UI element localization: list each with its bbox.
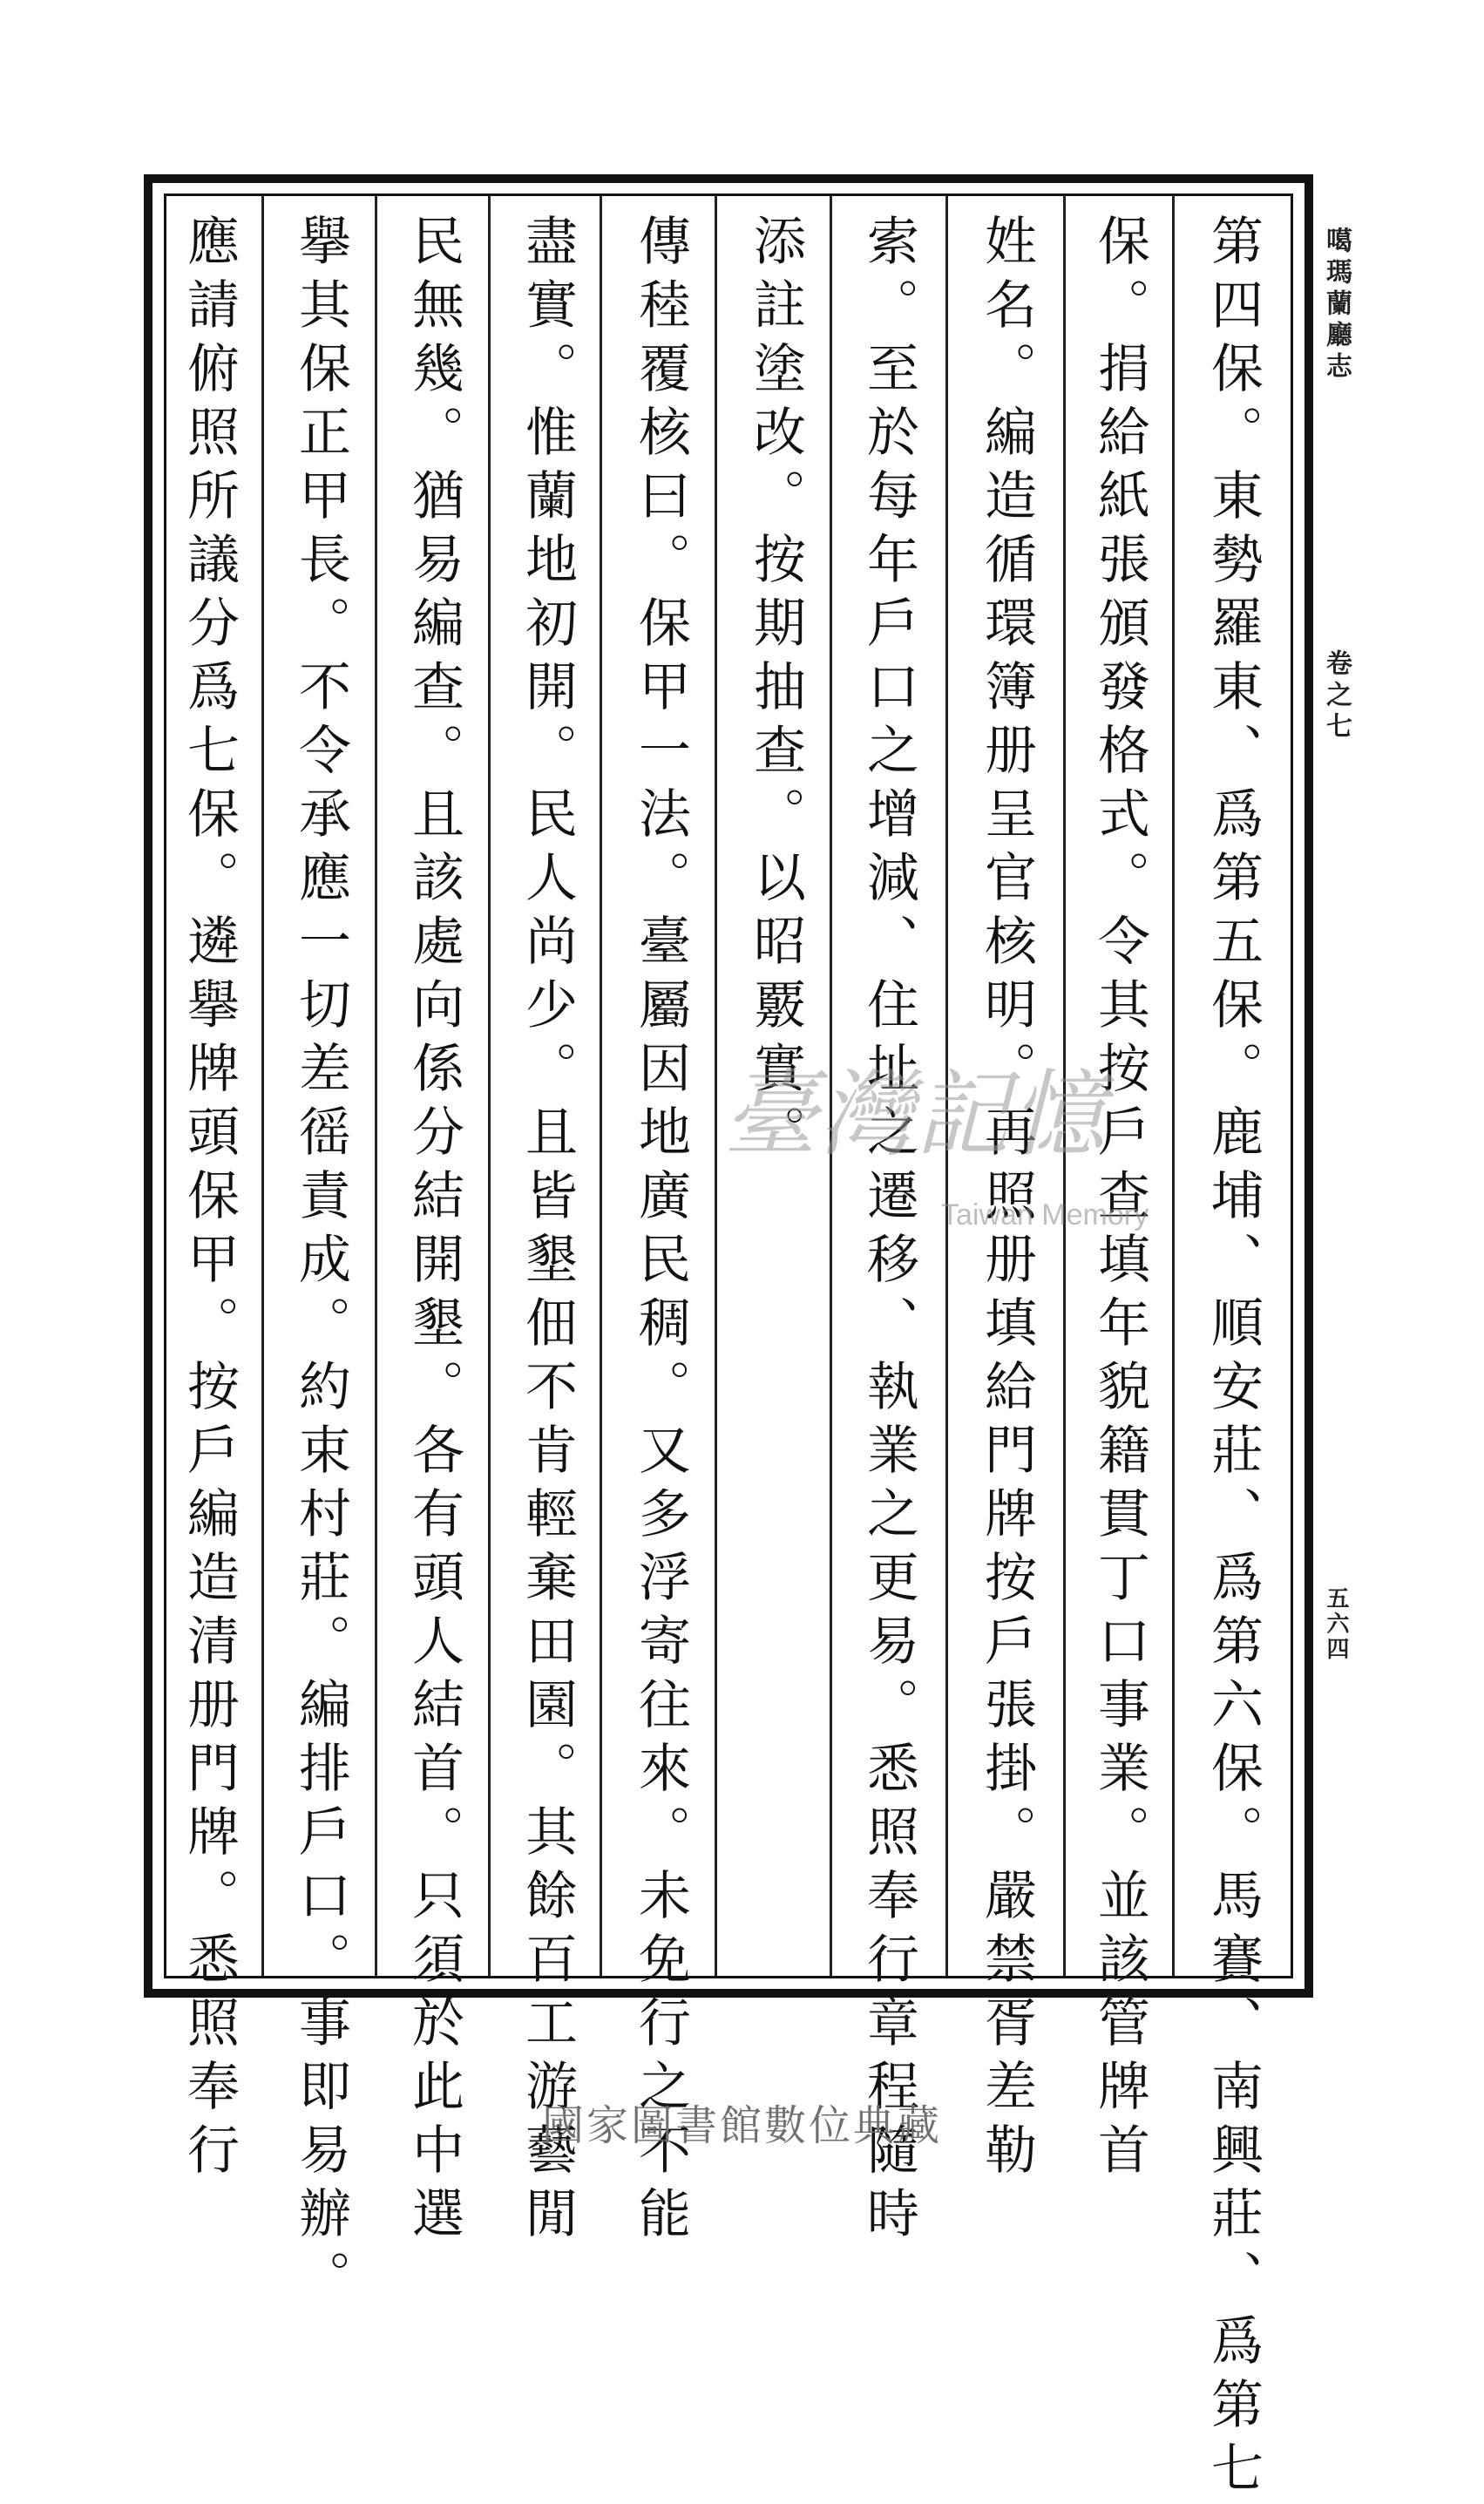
column-rule (600, 196, 602, 1976)
page-number: 五六四 (1323, 1586, 1349, 1662)
column-rule (1063, 196, 1066, 1976)
column-rule (715, 196, 717, 1976)
column-rule (1172, 196, 1175, 1976)
column-rule (488, 196, 491, 1976)
text-column-7: 盡實。惟蘭地初開。民人尚少。且皆墾佃不肯輕棄田園。其餘百工游藝閒 (517, 214, 578, 2250)
text-column-5: 添註塗改。按期抽查。以昭覈實。 (745, 214, 806, 1168)
watermark-text: 臺灣記憶 (723, 1061, 1108, 1170)
footer-credit: 國家圖書館數位典藏 (541, 2101, 942, 2150)
text-column-9: 擧其保正甲長。不令承應一切差徭責成。約束村莊。編排戶口。事即易辦。 (290, 214, 351, 2313)
text-column-4: 索。至於每年戶口之增減、住址之遷移、執業之更易。悉照奉行章程隨時 (858, 214, 919, 2250)
column-rule (830, 196, 832, 1976)
volume-label: 卷之七 (1321, 649, 1352, 743)
column-rule (945, 196, 948, 1976)
column-rule (375, 196, 377, 1976)
text-column-6: 傳稑覆核曰。保甲一法。臺屬因地廣民稠。又多浮寄往來。未免行之不能 (630, 214, 691, 2250)
text-column-3: 姓名。編造循環簿册呈官核明。再照册填給門牌按戶張掛。嚴禁胥差勒 (976, 214, 1037, 2186)
text-column-2: 保。捐給紙張頒發格式。令其按戶查填年貌籍貫丁口事業。並該管牌首 (1089, 214, 1150, 2186)
watermark-subtext: Taiwan Memory (941, 1198, 1149, 1232)
text-column-10: 應請俯照所議分爲七保。遴擧牌頭保甲。按戶編造清册門牌。悉照奉行 (179, 214, 240, 2186)
column-rule (261, 196, 264, 1976)
text-column-8: 民無幾。猶易編查。且該處向係分結開墾。各有頭人結首。只須於此中選 (403, 214, 464, 2250)
text-column-1: 第四保。東勢羅東、爲第五保。鹿埔、順安莊、爲第六保。馬賽、南興莊、爲第七 (1203, 214, 1264, 2504)
running-title: 噶瑪蘭廳志 (1321, 227, 1352, 383)
